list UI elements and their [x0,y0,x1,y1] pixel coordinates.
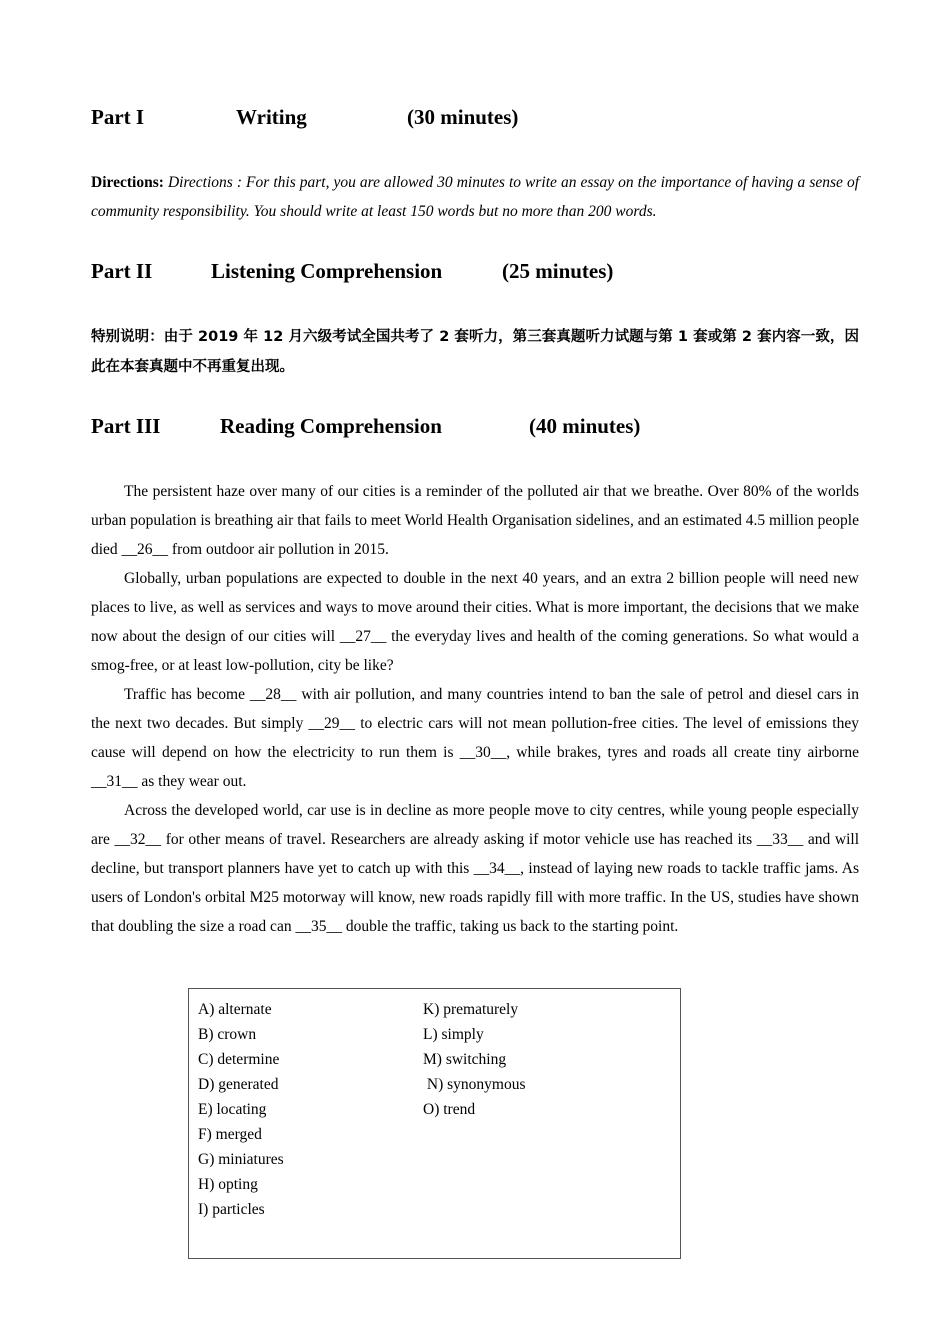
word-bank-left-column [198,997,284,1222]
part3-title: Reading Comprehension [220,414,442,438]
word-option: K) prematurely [423,1001,519,1018]
word-option: L) simply [423,1026,484,1043]
part2-time: (25 minutes) [502,259,614,283]
word-option: H) opting [198,1176,258,1193]
part2-label: Part II [91,259,153,283]
passage-paragraph: Across the developed world, car use is in decline as more people move to city centres, while young people especially are __32__ for other means of travel. Researchers are already asking if motor vehicle use has reached its __33__ and will decline, but transport planners have yet to catch up with this __34__, instead of laying new roads to tackle traffic jams. As users of London's orbital M25 motorway will know, new roads rapidly fill with more traffic. In the US, studies have shown that doubling the size a road can __35__ double the traffic, taking us back to the starting point. [91,802,859,935]
word-option: A) alternate [198,1001,272,1018]
word-option: M) switching [423,1051,507,1068]
word-bank-right-column [423,997,525,1122]
word-option: I) particles [198,1201,265,1218]
word-option: E) locating [198,1101,267,1118]
part3-label: Part III [91,414,161,438]
word-option: O) trend [423,1101,476,1118]
part1-title: Writing [236,105,307,129]
word-option: F) merged [198,1126,262,1143]
word-option: N) synonymous [423,1076,526,1093]
directions-paragraph [91,168,859,226]
special-note: 特别说明：由于 2019 年 12 月六级考试全国共考了 2 套听力，第三套真题听力试题与第 1 套或第 2 套内容一致，因此在本套真题中不再重复出现。 [91,329,859,375]
part1-time: (30 minutes) [407,105,519,129]
part1-label: Part I [91,105,145,129]
word-option: G) miniatures [198,1151,284,1168]
directions-label: Directions: [91,174,164,191]
part2-title: Listening Comprehension [211,259,443,283]
passage-paragraph: The persistent haze over many of our cities is a reminder of the polluted air that we breathe. Over 80% of the worlds urban population is breathing air that fails to meet World Health Organisation sidelines, and an estimated 4.5 million people died __26__ from outdoor air pollution in 2015. [91,483,859,558]
word-bank-box [188,988,681,1259]
passage-paragraph: Traffic has become __28__ with air pollution, and many countries intend to ban the sale of petrol and diesel cars in the next two decades. But simply __29__ to electric cars will not mean pollution-free cities. The level of emissions they cause will depend on how the electricity to run them is __30__, while brakes, tyres and roads all create tiny airborne __31__ as they wear out. [91,686,859,790]
directions-text: Directions : For this part, you are allowed 30 minutes to write an essay on the importance of having a sense of community responsibility. You should write at least 150 words but no more than 200 words. [91,174,860,220]
reading-passage [91,477,859,941]
passage-paragraph: Globally, urban populations are expected to double in the next 40 years, and an extra 2 billion people will need new places to live, as well as services and ways to move around their cities. What is more important, the decisions that we make now about the design of our cities will __27__ the everyday lives and health of the coming generations. So what would a smog-free, or at least low-pollution, city be like? [91,570,859,674]
word-option: C) determine [198,1051,280,1068]
word-option: B) crown [198,1026,257,1043]
word-option: D) generated [198,1076,279,1093]
part3-time: (40 minutes) [529,414,641,438]
